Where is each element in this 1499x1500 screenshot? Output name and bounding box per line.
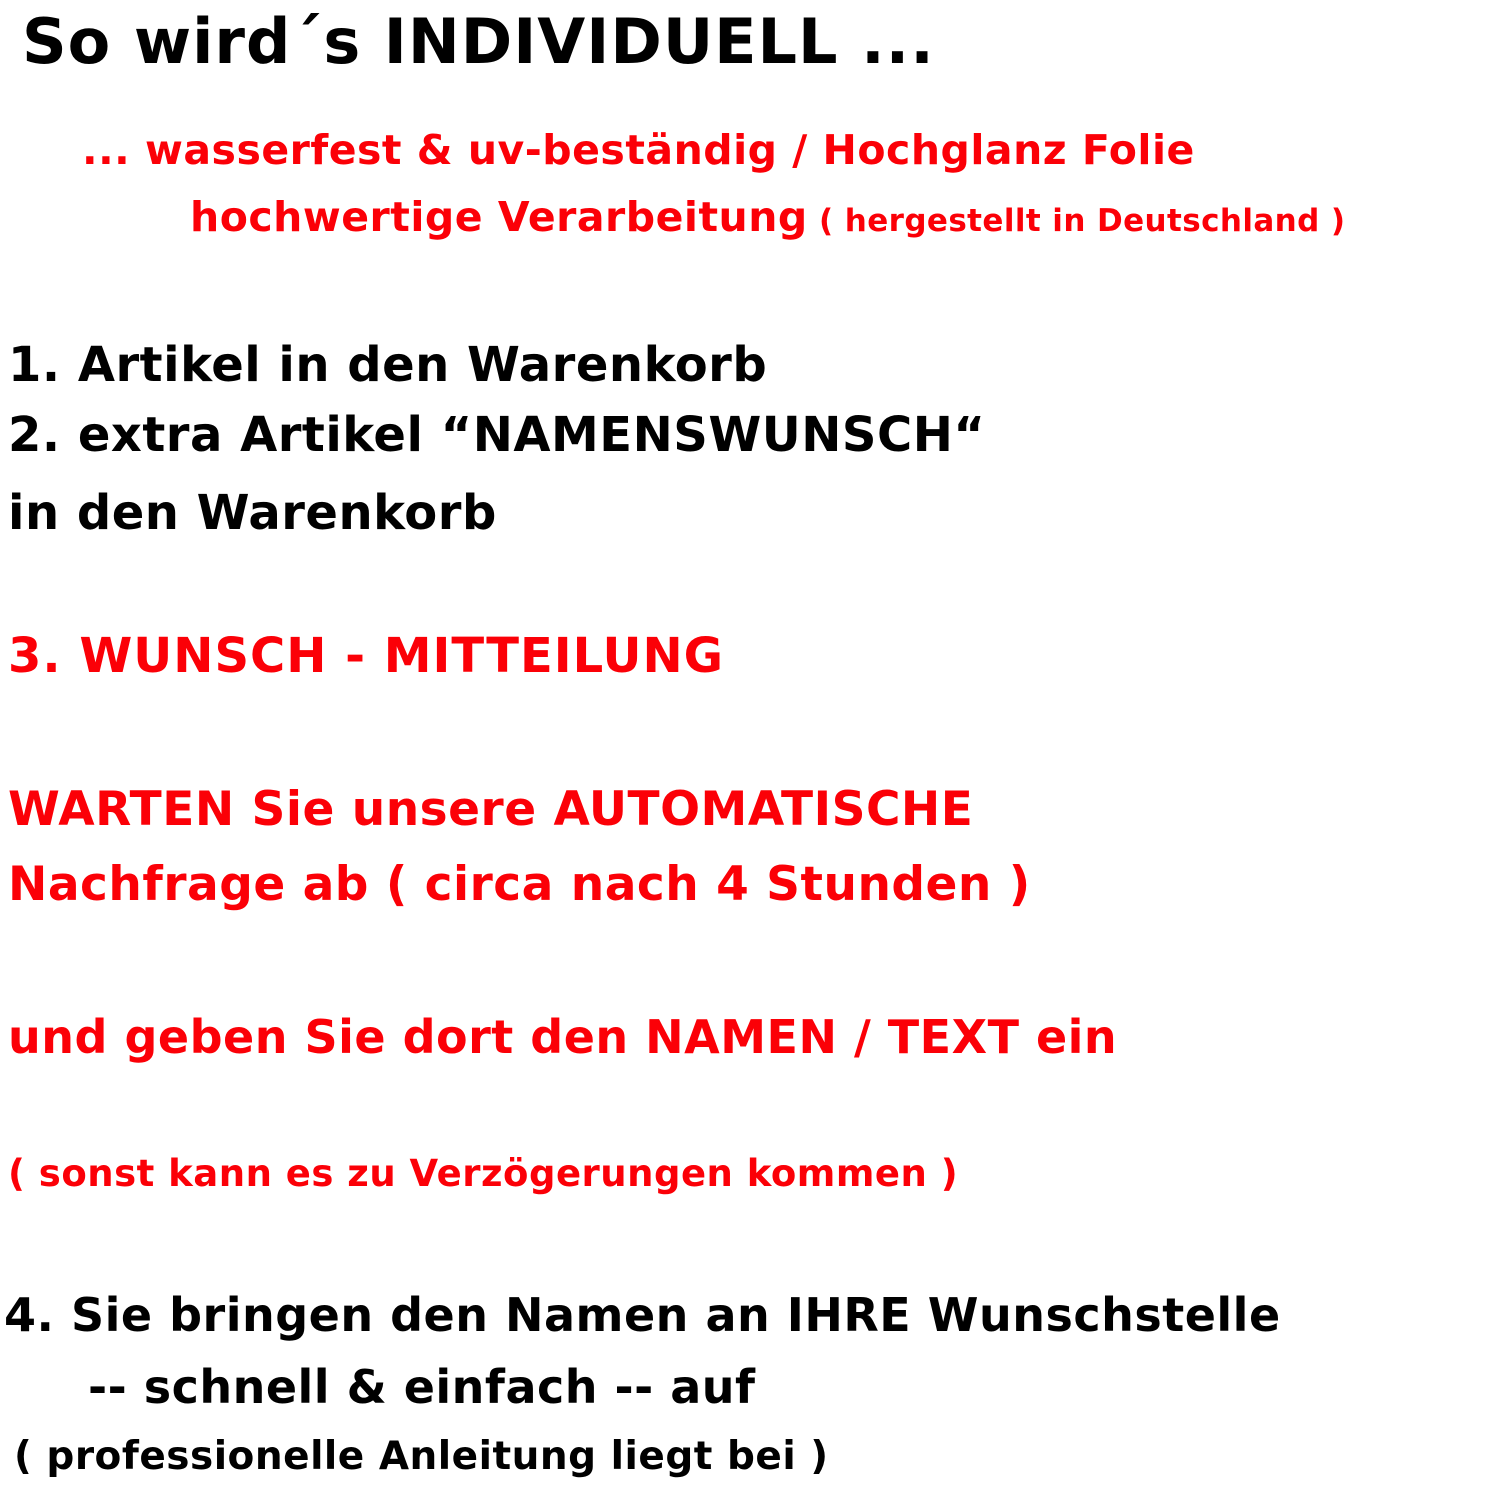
wait-notice-line-2: Nachfrage ab ( circa nach 4 Stunden ): [8, 857, 1031, 912]
step-4-text-line-3: ( professionelle Anleitung liegt bei ): [14, 1434, 829, 1479]
name-entry-instruction: und geben Sie dort den NAMEN / TEXT ein: [8, 1010, 1118, 1064]
step-3-heading: 3. WUNSCH - MITTEILUNG: [8, 628, 725, 684]
subtitle-line-2-main: hochwertige Verarbeitung: [190, 193, 808, 241]
step-2-text-line-2: in den Warenkorb: [8, 485, 497, 541]
step-1-text: 1. Artikel in den Warenkorb: [8, 337, 768, 393]
page-title: So wird´s INDIVIDUELL ...: [22, 5, 935, 78]
wait-notice-line-1: WARTEN Sie unsere AUTOMATISCHE: [8, 782, 974, 837]
step-2-text-line-1: 2. extra Artikel “NAMENSWUNSCH“: [8, 407, 986, 463]
step-4-text-line-1: 4. Sie bringen den Namen an IHRE Wunschstelle: [4, 1288, 1281, 1342]
subtitle-line-2-note: ( hergestellt in Deutschland ): [807, 203, 1346, 239]
delay-warning-note: ( sonst kann es zu Verzögerungen kommen ): [8, 1152, 959, 1195]
subtitle-line-2: [190, 192, 1346, 246]
subtitle-line-1: ... wasserfest & uv-beständig / Hochglanz Folie: [82, 126, 1195, 174]
step-4-text-line-2: -- schnell & einfach -- auf: [88, 1360, 756, 1414]
